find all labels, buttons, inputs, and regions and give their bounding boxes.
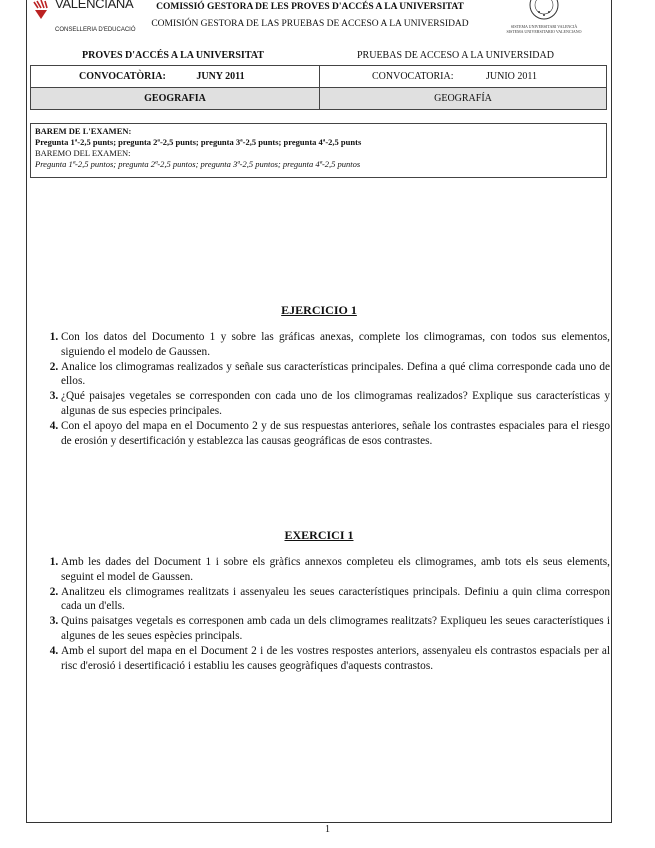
- barem-detail-va: Pregunta 1ª-2,5 punts; pregunta 2ª-2,5 punts; pregunta 3ª-2,5 punts; pregunta 4ª-2,5 punts: [35, 137, 362, 147]
- suv-line-2: SISTEMA UNIVERSITARIO VALENCIANO: [506, 29, 582, 34]
- generalitat-shield-icon: [33, 0, 49, 20]
- exercici-questions: [42, 555, 610, 673]
- title-va: PROVES D'ACCÉS A LA UNIVERSITAT: [82, 50, 264, 61]
- header-commission: [140, 0, 480, 29]
- title-es: PRUEBAS DE ACCESO A LA UNIVERSIDAD: [357, 50, 554, 61]
- barem-title-es: BAREMO DEL EXAMEN:: [35, 148, 131, 158]
- exercici-title: EXERCICI 1: [284, 528, 354, 542]
- list-item: 3. ¿Qué paisajes vegetales se corresponden con cada uno de los climogramas realizados? Explique sus características y algunas de sus especies principales.: [61, 389, 610, 419]
- suv-line-1: SISTEMA UNIVERSITARI VALENCIÀ: [510, 24, 578, 29]
- barem-box: [30, 123, 607, 178]
- ejercicio-questions: [42, 330, 610, 448]
- list-item: 2. Analitzeu els climogrames realitzats i assenyaleu les seues característiques principals. Definiu a quin clima correspon cada un d'ells.: [61, 585, 610, 615]
- barem-title-va: BAREM DE L'EXAMEN:: [35, 126, 132, 136]
- generalitat-logo: [33, 0, 143, 40]
- logo-text: VALENCIANA: [55, 0, 134, 11]
- convocatoria-es-value: JUNIO 2011: [486, 71, 538, 82]
- suv-logo: [488, 0, 600, 44]
- list-item: 1. Amb les dades del Document 1 i sobre els gràfics annexos completeu els climogrames, amb tots els seus elements, seguint el model de Gaussen.: [61, 555, 610, 585]
- list-item: 1. Con los datos del Documento 1 y sobre las gráficas anexas, complete los climogramas, con todos sus elementos, siguiendo el modelo de Gaussen.: [61, 330, 610, 360]
- convocatoria-va-value: JUNY 2011: [196, 71, 245, 82]
- exam-info-table: [30, 65, 607, 110]
- convocatoria-va: [31, 66, 320, 88]
- commission-es: COMISIÓN GESTORA DE LAS PRUEBAS DE ACCESO A LA UNIVERSIDAD: [151, 19, 469, 29]
- list-item: 3. Quins paisatges vegetals es corresponen amb cada un dels climogrames realitzats? Expliqueu les seues característiques i algunes de les seues espècies principals.: [61, 614, 610, 644]
- convocatoria-va-label: CONVOCATÒRIA:: [79, 71, 166, 82]
- page-number: 1: [325, 824, 330, 835]
- list-item: 2. Analice los climogramas realizados y señale sus características principales. Defina a qué clima corresponde cada uno de ellos.: [61, 360, 610, 390]
- ejercicio-title: EJERCICIO 1: [281, 303, 357, 317]
- list-item: 4. Amb el suport del mapa en el Document 2 i de les vostres respostes anteriors, assenyaleu els contrastos espacials per al risc d'erosió i desertificació i establiu les causes geogràfiques d'aquests contrastos.: [61, 644, 610, 674]
- subject-es: GEOGRAFÍA: [320, 88, 607, 110]
- suv-emblem-icon: [519, 0, 569, 24]
- convocatoria-es: [320, 66, 607, 88]
- convocatoria-es-label: CONVOCATORIA:: [372, 71, 454, 82]
- barem-detail-es: Pregunta 1ª-2,5 puntos; pregunta 2ª-2,5 puntos; pregunta 3ª-2,5 puntos; pregunta 4ª-2,5 puntos: [35, 159, 361, 169]
- logo-subtitle: CONSELLERIA D'EDUCACIÓ: [55, 27, 136, 33]
- list-item: 4. Con el apoyo del mapa en el Documento 2 y de sus respuestas anteriores, señale los contrastes espaciales para el riesgo de erosión y desertificación y establezca las causas geográficas de esos contrastes.: [61, 419, 610, 449]
- subject-va: GEOGRAFIA: [31, 88, 320, 110]
- commission-va: COMISSIÓ GESTORA DE LES PROVES D'ACCÉS A LA UNIVERSITAT: [156, 2, 464, 12]
